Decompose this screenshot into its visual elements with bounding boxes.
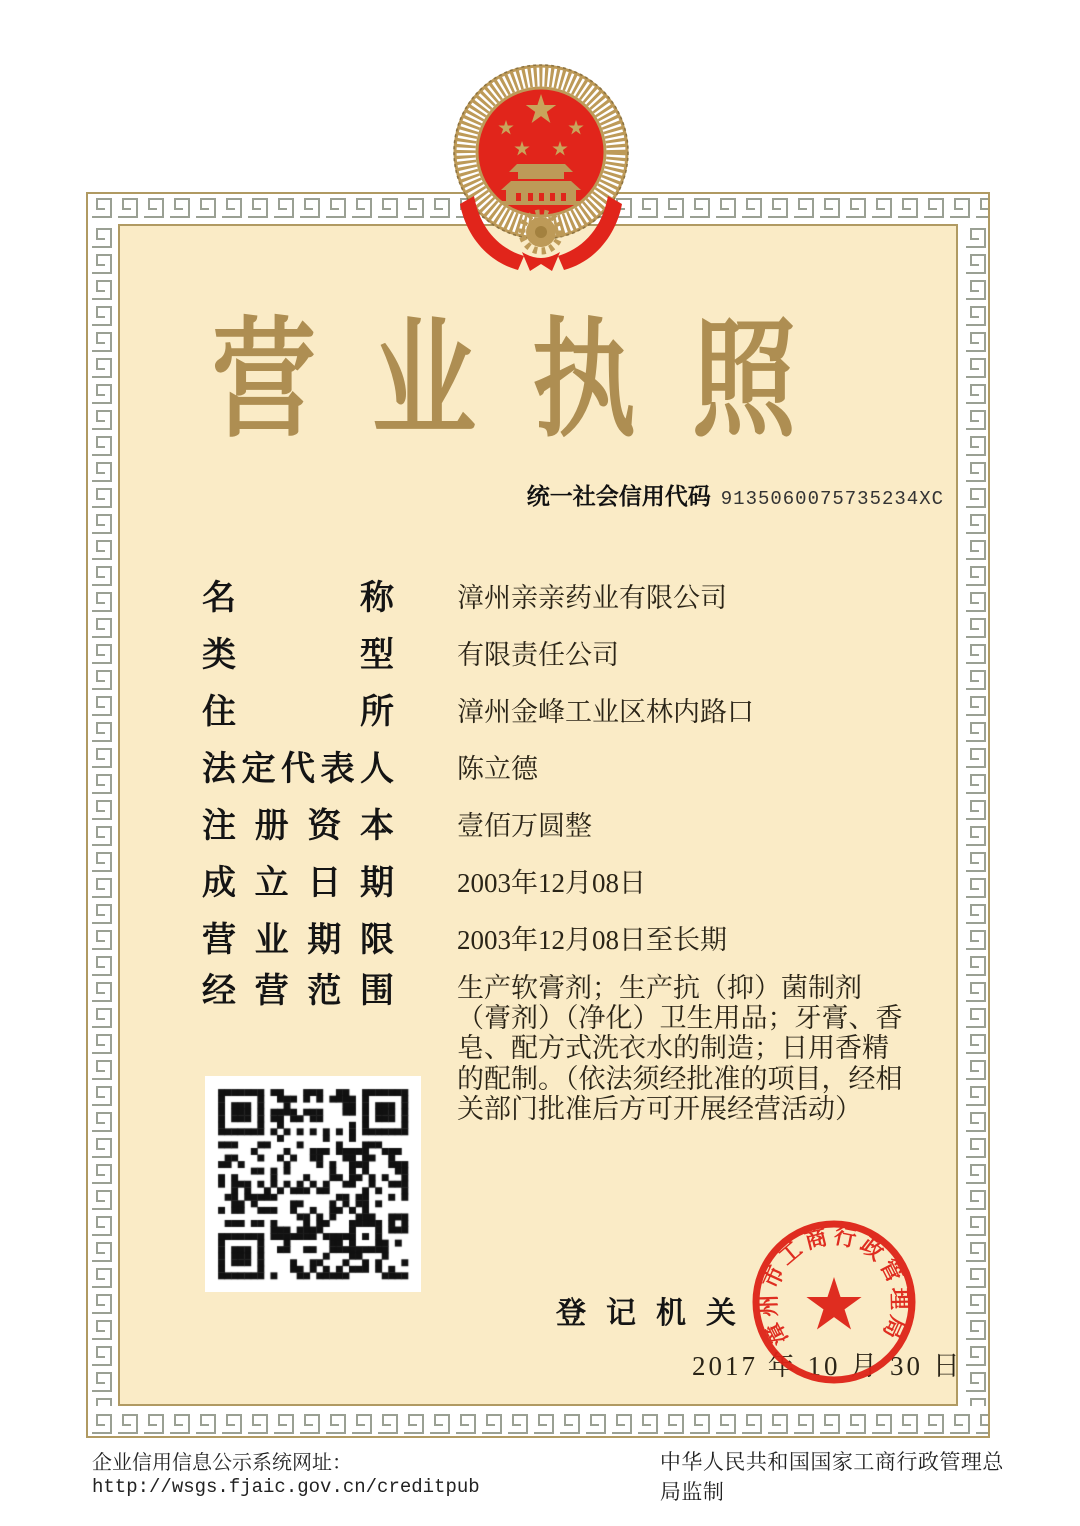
meander-unit-icon (88, 562, 114, 588)
meander-unit-icon (962, 770, 988, 796)
meander-unit-icon (686, 194, 712, 220)
meander-unit-icon (88, 1134, 114, 1160)
meander-unit-icon (962, 588, 988, 614)
meander-unit-icon (218, 1410, 244, 1436)
meander-unit-icon (962, 380, 988, 406)
meander-unit-icon (962, 1160, 988, 1186)
meander-unit-icon (296, 1410, 322, 1436)
meander-unit-icon (88, 640, 114, 666)
registration-authority-label: 登记机关 (556, 1297, 756, 1330)
meander-unit-icon (192, 194, 218, 220)
meander-unit-icon (244, 1410, 270, 1436)
field-value: 壹佰万圆整 (457, 811, 592, 842)
meander-unit-icon (816, 1410, 842, 1436)
meander-unit-icon (322, 1410, 348, 1436)
meander-unit-icon (88, 250, 114, 276)
meander-unit-icon (816, 194, 842, 220)
meander-unit-icon (946, 1410, 972, 1436)
credit-code-label: 统一社会信用代码 (526, 483, 711, 509)
certificate-title: 营 业 执 照 (211, 309, 797, 453)
meander-unit-icon (738, 1410, 764, 1436)
meander-unit-icon (962, 1082, 988, 1108)
meander-unit-icon (962, 224, 988, 250)
meander-unit-icon (962, 1134, 988, 1160)
field-label: 注 册 资 本 (202, 806, 394, 845)
meander-unit-icon (962, 1108, 988, 1134)
meander-unit-icon (962, 978, 988, 1004)
meander-unit-icon (114, 194, 140, 220)
field-row (202, 627, 942, 684)
meander-unit-icon (88, 926, 114, 952)
field-label: 法 定 代 表 人 (202, 749, 394, 788)
meander-unit-icon (712, 194, 738, 220)
meander-unit-icon (962, 744, 988, 770)
meander-unit-icon (920, 1410, 946, 1436)
meander-unit-icon (88, 484, 114, 510)
meander-unit-icon (962, 900, 988, 926)
meander-unit-icon (348, 1410, 374, 1436)
qr-code (205, 1076, 421, 1292)
site-label: 企业信用信息公示系统网址： (92, 1452, 352, 1474)
meander-unit-icon (962, 796, 988, 822)
meander-unit-icon (962, 354, 988, 380)
meander-unit-icon (270, 1410, 296, 1436)
meander-unit-icon (920, 194, 946, 220)
meander-unit-icon (962, 874, 988, 900)
meander-unit-icon (962, 848, 988, 874)
meander-unit-icon (962, 458, 988, 484)
meander-unit-icon (530, 1410, 556, 1436)
meander-unit-icon (114, 1410, 140, 1436)
meander-unit-icon (88, 1212, 114, 1238)
meander-unit-icon (962, 562, 988, 588)
meander-unit-icon (88, 194, 114, 220)
meander-unit-icon (962, 718, 988, 744)
meander-unit-icon (88, 848, 114, 874)
field-row (202, 741, 942, 798)
meander-unit-icon (400, 194, 426, 220)
field-label: 住 所 (202, 692, 394, 731)
meander-unit-icon (842, 1410, 868, 1436)
meander-unit-icon (962, 1186, 988, 1212)
meander-unit-icon (88, 744, 114, 770)
meander-unit-icon (962, 666, 988, 692)
meander-unit-icon (88, 1030, 114, 1056)
meander-unit-icon (962, 432, 988, 458)
meander-unit-icon (894, 194, 920, 220)
meander-unit-icon (88, 1410, 114, 1436)
meander-unit-icon (88, 510, 114, 536)
field-value: 漳州亲亲药业有限公司 (457, 583, 727, 614)
meander-unit-icon (660, 1410, 686, 1436)
field-value: 漳州金峰工业区林内路口 (457, 697, 754, 728)
meander-unit-icon (478, 1410, 504, 1436)
meander-unit-icon (88, 458, 114, 484)
site-url: http://wsgs.fjaic.gov.cn/creditpub (92, 1476, 480, 1498)
field-row (202, 570, 942, 627)
meander-unit-icon (972, 1410, 988, 1436)
meander-unit-icon (962, 406, 988, 432)
meander-unit-icon (88, 796, 114, 822)
meander-unit-icon (88, 1264, 114, 1290)
meander-unit-icon (426, 1410, 452, 1436)
field-row (202, 855, 942, 912)
decorative-border-frame (86, 192, 990, 1438)
meander-unit-icon (962, 302, 988, 328)
meander-unit-icon (88, 900, 114, 926)
meander-unit-icon (962, 276, 988, 302)
meander-unit-icon (962, 1004, 988, 1030)
meander-unit-icon (88, 536, 114, 562)
meander-unit-icon (88, 952, 114, 978)
meander-unit-icon (962, 1238, 988, 1264)
meander-unit-icon (88, 666, 114, 692)
meander-unit-icon (962, 926, 988, 952)
meander-unit-icon (296, 194, 322, 220)
meander-unit-icon (244, 194, 270, 220)
meander-unit-icon (790, 194, 816, 220)
fields-list (202, 570, 942, 1124)
field-label: 名 称 (202, 578, 394, 617)
meander-unit-icon (868, 1410, 894, 1436)
meander-unit-icon (218, 194, 244, 220)
field-label: 营 业 期 限 (202, 920, 394, 959)
meander-unit-icon (374, 194, 400, 220)
field-label: 经 营 范 围 (202, 972, 394, 1010)
meander-unit-icon (556, 1410, 582, 1436)
meander-unit-icon (972, 194, 988, 220)
field-value: 陈立德 (457, 754, 538, 785)
meander-unit-icon (764, 194, 790, 220)
field-row (202, 798, 942, 855)
meander-unit-icon (634, 1410, 660, 1436)
footer (92, 1446, 1018, 1506)
meander-unit-icon (166, 194, 192, 220)
meander-unit-icon (686, 1410, 712, 1436)
field-value: 生产软膏剂；生产抗（抑）菌制剂（膏剂）（净化）卫生用品；牙膏、香皂、配方式洗衣水的制造；日用香精的配制。（依法须经批准的项目，经相关部门批准后方可开展经营活动） (457, 973, 903, 1124)
meander-unit-icon (88, 1342, 114, 1368)
certificate-body (118, 224, 963, 1406)
meander-unit-icon (962, 952, 988, 978)
meander-unit-icon (842, 194, 868, 220)
meander-unit-icon (962, 822, 988, 848)
issuer-note: 中华人民共和国国家工商行政管理总局监制 (659, 1450, 1004, 1504)
meander-unit-icon (88, 718, 114, 744)
credit-code-value: 9135060075735234XC (720, 488, 944, 510)
meander-unit-icon (660, 194, 686, 220)
meander-unit-icon (962, 484, 988, 510)
meander-unit-icon (962, 1394, 988, 1406)
meander-unit-icon (962, 510, 988, 536)
meander-unit-icon (374, 1410, 400, 1436)
meander-unit-icon (962, 1030, 988, 1056)
meander-unit-icon (88, 770, 114, 796)
meander-unit-icon (962, 250, 988, 276)
meander-unit-icon (88, 978, 114, 1004)
meander-unit-icon (400, 1410, 426, 1436)
meander-unit-icon (894, 1410, 920, 1436)
field-row (202, 684, 942, 741)
meander-unit-icon (962, 692, 988, 718)
meander-unit-icon (88, 1316, 114, 1342)
meander-unit-icon (962, 1056, 988, 1082)
meander-unit-icon (192, 1410, 218, 1436)
meander-unit-icon (88, 1160, 114, 1186)
meander-unit-icon (962, 614, 988, 640)
field-row (202, 912, 942, 969)
meander-unit-icon (504, 1410, 530, 1436)
meander-unit-icon (270, 194, 296, 220)
meander-unit-icon (88, 1186, 114, 1212)
meander-unit-icon (166, 1410, 192, 1436)
credit-publicity-site (92, 1446, 660, 1498)
meander-unit-icon (608, 1410, 634, 1436)
meander-unit-icon (88, 874, 114, 900)
meander-unit-icon (738, 194, 764, 220)
meander-border-right (958, 224, 988, 1406)
meander-unit-icon (88, 1394, 114, 1406)
field-label: 类 型 (202, 635, 394, 674)
meander-unit-icon (962, 640, 988, 666)
field-value: 有限责任公司 (457, 640, 619, 671)
meander-unit-icon (712, 1410, 738, 1436)
meander-unit-icon (88, 1056, 114, 1082)
meander-unit-icon (962, 1342, 988, 1368)
meander-unit-icon (348, 194, 374, 220)
meander-unit-icon (764, 1410, 790, 1436)
meander-unit-icon (88, 1368, 114, 1394)
meander-unit-icon (88, 822, 114, 848)
meander-unit-icon (962, 536, 988, 562)
meander-unit-icon (88, 692, 114, 718)
china-national-emblem-icon (446, 60, 636, 272)
meander-unit-icon (962, 1264, 988, 1290)
field-label: 成 立 日 期 (202, 863, 394, 902)
meander-unit-icon (88, 1290, 114, 1316)
meander-unit-icon (322, 194, 348, 220)
meander-unit-icon (582, 1410, 608, 1436)
meander-unit-icon (962, 1290, 988, 1316)
field-value: 2003年12月08日至长期 (457, 925, 727, 956)
seal-text: 漳州市工商行政管理局 (755, 1222, 913, 1350)
meander-unit-icon (962, 1212, 988, 1238)
meander-unit-icon (88, 1108, 114, 1134)
meander-unit-icon (452, 1410, 478, 1436)
meander-unit-icon (140, 194, 166, 220)
meander-unit-icon (88, 1238, 114, 1264)
meander-unit-icon (962, 1316, 988, 1342)
official-seal-icon (748, 1216, 920, 1388)
meander-unit-icon (88, 614, 114, 640)
meander-unit-icon (634, 194, 660, 220)
meander-unit-icon (88, 1082, 114, 1108)
issue-date: 2017 年 10 月 30 日 (692, 1351, 963, 1381)
meander-unit-icon (962, 1368, 988, 1394)
meander-unit-icon (140, 1410, 166, 1436)
credit-code-line (527, 478, 944, 511)
meander-unit-icon (790, 1410, 816, 1436)
meander-unit-icon (962, 328, 988, 354)
meander-unit-icon (88, 588, 114, 614)
meander-unit-icon (946, 194, 972, 220)
meander-unit-icon (88, 276, 114, 302)
meander-unit-icon (88, 1004, 114, 1030)
meander-border-bottom (88, 1406, 988, 1436)
meander-unit-icon (88, 224, 114, 250)
meander-unit-icon (868, 194, 894, 220)
field-value: 2003年12月08日 (457, 868, 646, 899)
